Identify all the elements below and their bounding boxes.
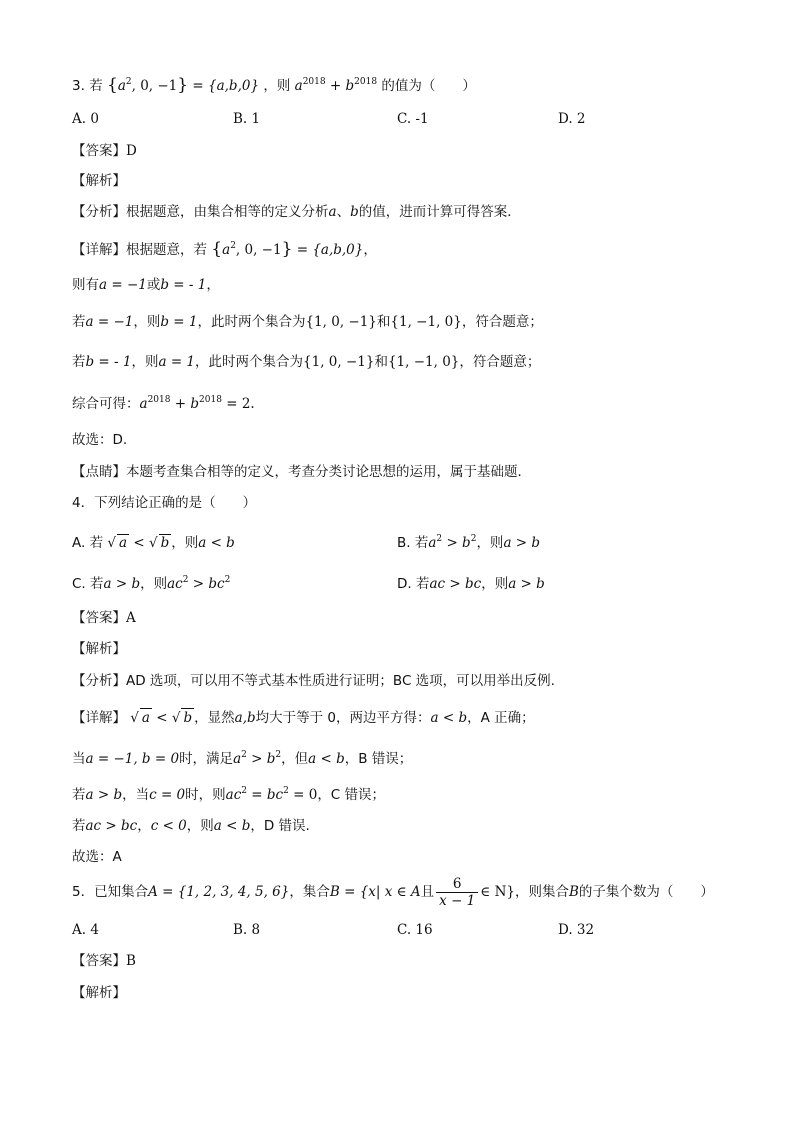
q3-option-b: B. 1 [233,111,261,127]
q3-line-b: 若a = −1，则b = 1，此时两个集合为{1, 0, −1}和{1, −1, 0}，符合题意； [72,314,543,330]
q4-fenxi: 【分析】AD 选项，可以用不等式基本性质进行证明；BC 选项，可以用举出反例. [72,673,555,689]
q3-zonghe: 综合可得：$a^{2018} + b^{2018} = 2$. [72,395,255,412]
q4-line-2: 当a = −1, b = 0时，满足$a^2 > b^2$，但a < b，B 错误； [72,750,413,767]
q4-option-d: D. 若ac > bc，则a > b [397,576,545,592]
q5-answer: 【答案】B [72,953,136,969]
q4-title: 4．下列结论正确的是（ ） [72,495,257,511]
fraction: $\frac{6}{x - 1}$ [436,876,478,909]
q3-dianjing: 【点睛】本题考查集合相等的定义，考查分类讨论思想的运用，属于基础题． [72,464,531,480]
q3-jiexi-tag: 【解析】 [72,173,126,189]
q4-option-b: B. 若$a^2 > b^2$，则a > b [397,534,541,551]
q4-answer: 【答案】A [72,610,136,626]
q3-guxuan: 故选：D. [72,432,128,448]
q3-option-c: C. -1 [397,111,429,127]
q5-stem: 5．已知集合 A = {1, 2, 3, 4, 5, 6} ，集合 B = {x| x ∈ A 且 $\frac{6}{x - 1}$ ∈ N } ，则集合 B 的子集个数为（ ） [72,875,714,909]
q5-jiexi-tag: 【解析】 [72,985,126,1001]
q4-line-3: 若a > b，当c = 0时，则$ac^2 = bc^2 = 0$，C 错误； [72,786,386,803]
q4-guxuan: 故选：A [72,849,122,865]
q3-line-c: 若b = - 1，则a = 1，此时两个集合为{1, 0, −1}和{1, −1, 0}，符合题意； [72,354,541,370]
q5-option-d: D. 32 [558,922,595,938]
q3-xiangjie: 【详解】根据题意，若 {$a^2$, 0, −1} = {a,b,0}， [72,239,377,259]
answer-tag: 【答案】 [72,610,126,626]
q3-line-a: 则有a = −1或b = - 1， [72,277,220,293]
q3-number: 3. [72,78,85,94]
q3-option-d: D. 2 [558,111,586,127]
q3-answer: 【答案】D [72,143,137,159]
q3-fenxi: 【分析】根据题意，由集合相等的定义分析a、b的值，进而计算可得答案． [72,204,521,220]
q5-option-c: C. 16 [397,922,433,938]
q4-option-c: C. 若a > b，则$ac^2 > bc^2$ [72,575,231,592]
q4-jiexi-tag: 【解析】 [72,641,126,657]
q5-option-b: B. 8 [233,922,261,938]
q3-option-a: A. 0 [72,111,99,127]
answer-tag: 【答案】 [72,143,126,159]
q5-option-a: A. 4 [72,922,99,938]
q3-stem: 3. 若 {$a^2$, 0, −1} = {a,b,0} ，则 $a^{2018} + b^{2018}$ 的值为（ ） [72,75,476,95]
q4-xiangjie: 【详解】 √ a < √ b ，显然a,b均大于等于 0，两边平方得：a < b，A 正确； [72,710,535,726]
q4-line-4: 若ac > bc，c < 0，则a < b，D 错误. [72,818,310,834]
q4-option-a: A. 若 √ a < √ b ，则a < b [72,535,235,551]
answer-tag: 【答案】 [72,953,126,969]
